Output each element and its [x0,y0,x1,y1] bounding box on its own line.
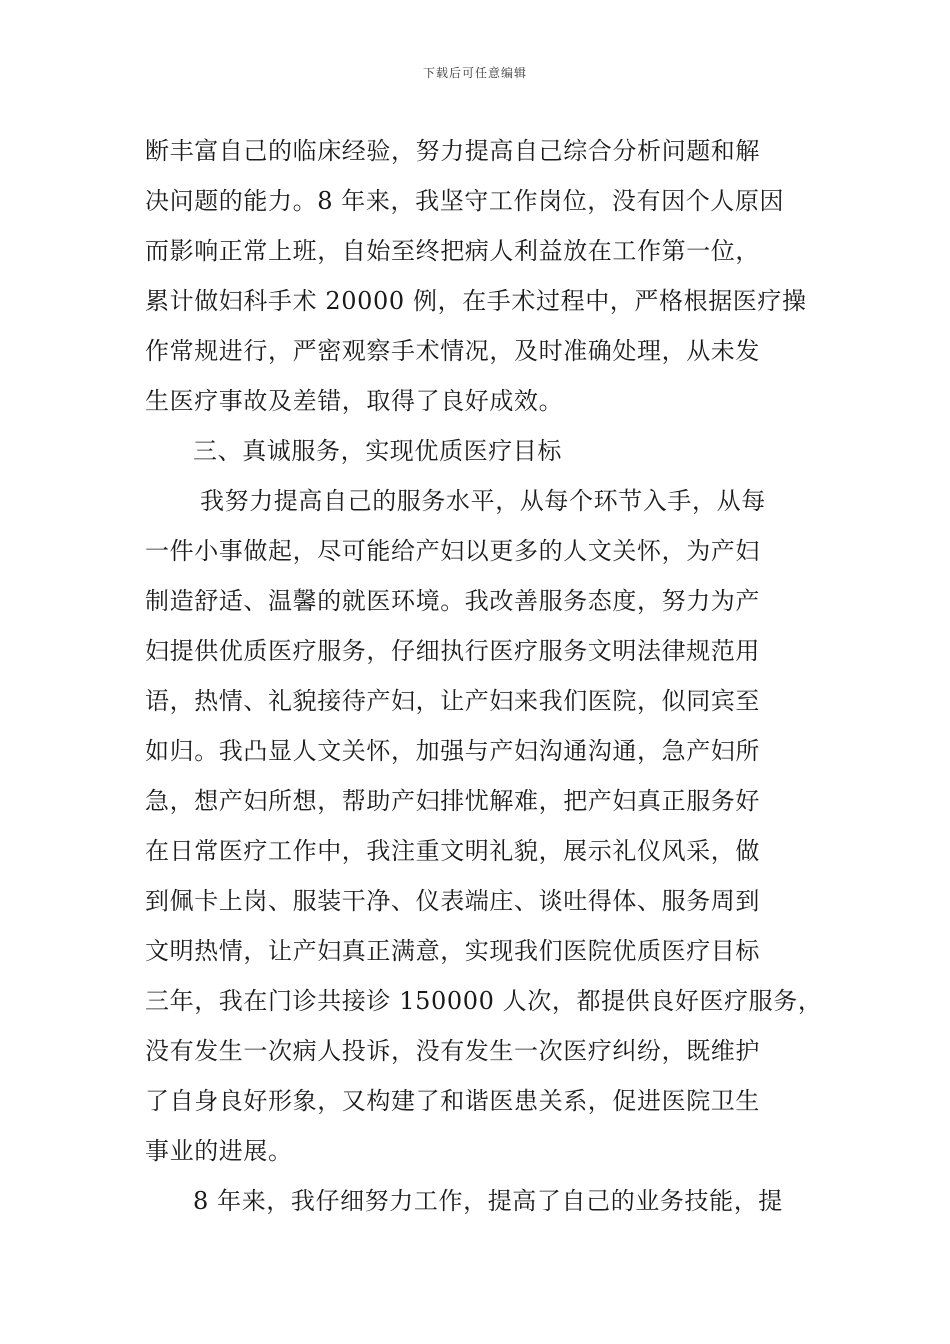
page-header: 下载后可任意编辑 [422,66,527,80]
text-line-21: 事业的进展。 [145,1137,293,1165]
text-line-12: 语，热情、礼貌接待产妇，让产妇来我们医院，似同宾至 [145,687,760,715]
text-line-9: 一件小事做起，尽可能给产妇以更多的人文关怀，为产妇 [145,537,760,565]
text-line-19: 没有发生一次病人投诉，没有发生一次医疗纠纷，既维护 [145,1037,760,1065]
section-heading: 三、真诚服务，实现优质医疗目标 [193,437,562,465]
text-line-1: 断丰富自己的临床经验，努力提高自己综合分析问题和解 [145,137,760,165]
text-line-5: 作常规进行，严密观察手术情况，及时准确处理，从未发 [145,337,760,365]
text-line-2: 决问题的能力。8 年来，我坚守工作岗位，没有因个人原因 [145,187,785,215]
text-line-18: 三年，我在门诊共接诊 150000 人次，都提供良好医疗服务， [145,987,823,1015]
text-line-16: 到佩卡上岗、服装干净、仪表端庄、谈吐得体、服务周到 [145,887,760,915]
text-line-3: 而影响正常上班，自始至终把病人利益放在工作第一位， [145,237,760,265]
text-line-4: 累计做妇科手术 20000 例，在手术过程中，严格根据医疗操 [145,287,807,315]
text-line-17: 文明热情，让产妇真正满意，实现我们医院优质医疗目标 [145,937,760,965]
text-line-10: 制造舒适、温馨的就医环境。我改善服务态度，努力为产 [145,587,760,615]
text-line-6: 生医疗事故及差错，取得了良好成效。 [145,387,564,415]
text-line-14: 急，想产妇所想，帮助产妇排忧解难，把产妇真正服务好 [145,787,760,815]
text-line-20: 了自身良好形象，又构建了和谐医患关系，促进医院卫生 [145,1087,760,1115]
text-line-15: 在日常医疗工作中，我注重文明礼貌，展示礼仪风采，做 [145,837,760,865]
text-line-11: 妇提供优质医疗服务，仔细执行医疗服务文明法律规范用 [145,637,760,665]
text-line-13: 如归。我凸显人文关怀，加强与产妇沟通沟通，急产妇所 [145,737,760,765]
text-line-22: 8 年来，我仔细努力工作，提高了自己的业务技能，提 [193,1187,783,1215]
text-line-8: 我努力提高自己的服务水平，从每个环节入手，从每 [200,487,766,515]
